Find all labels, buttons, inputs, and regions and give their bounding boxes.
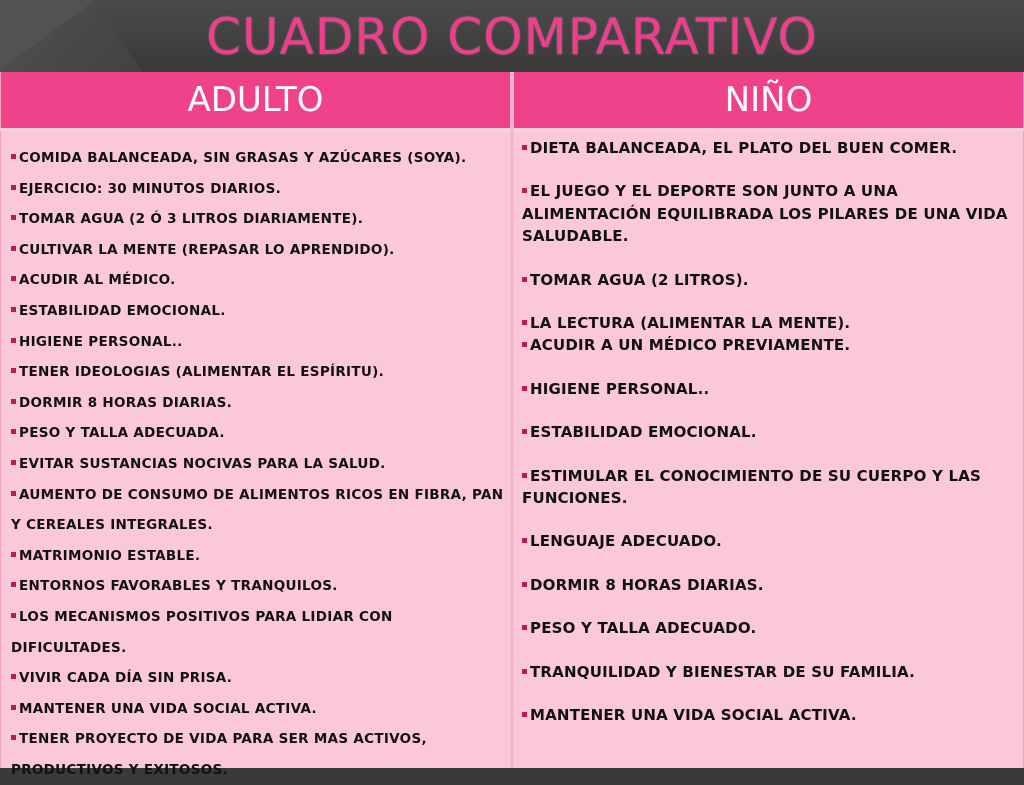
list-item-text: PESO Y TALLA ADECUADA. bbox=[19, 425, 225, 442]
bullet-icon bbox=[11, 399, 16, 404]
list-item bbox=[11, 694, 504, 725]
list-item bbox=[11, 418, 504, 449]
list-item-text: TOMAR AGUA (2 LITROS). bbox=[530, 270, 749, 289]
column-body-adult bbox=[1, 131, 510, 778]
bullet-icon bbox=[11, 246, 16, 251]
list-item bbox=[522, 421, 1017, 443]
bullet-icon bbox=[11, 276, 16, 281]
bullet-icon bbox=[11, 215, 16, 220]
list-item-text: ESTABILIDAD EMOCIONAL. bbox=[19, 302, 226, 319]
list-item bbox=[522, 704, 1017, 726]
bullet-icon bbox=[522, 669, 527, 674]
list-item-text: PESO Y TALLA ADECUADO. bbox=[530, 619, 757, 638]
bullet-icon bbox=[522, 277, 527, 282]
comparison-table bbox=[0, 72, 1024, 778]
list-item-text: LOS MECANISMOS POSITIVOS PARA LIDIAR CON DIFICULTADES. bbox=[11, 608, 393, 656]
slide-title: CUADRO COMPARATIVO bbox=[206, 8, 818, 66]
list-item-text: HIGIENE PERSONAL.. bbox=[530, 379, 710, 398]
list-item bbox=[11, 327, 504, 358]
bullet-icon bbox=[522, 538, 527, 543]
list-item-text: DORMIR 8 HORAS DIARIAS. bbox=[530, 575, 764, 594]
list-item bbox=[522, 312, 1017, 334]
list-item bbox=[11, 143, 504, 174]
list-item bbox=[11, 357, 504, 388]
list-item bbox=[11, 602, 504, 663]
list-item-text: LENGUAJE ADECUADO. bbox=[530, 532, 722, 551]
bullet-icon bbox=[11, 307, 16, 312]
list-item-text: EJERCICIO: 30 MINUTOS DIARIOS. bbox=[19, 180, 282, 197]
bullet-icon bbox=[522, 342, 527, 347]
list-item-text: COMIDA BALANCEADA, SIN GRASAS Y AZÚCARES (SOYA). bbox=[19, 150, 467, 166]
list-item bbox=[522, 465, 1017, 510]
list-item bbox=[11, 663, 504, 694]
bullet-icon bbox=[522, 145, 527, 150]
list-item bbox=[11, 235, 504, 266]
list-item bbox=[522, 574, 1017, 596]
column-header-child: NIÑO bbox=[514, 72, 1023, 128]
list-item-text: TRANQUILIDAD Y BIENESTAR DE SU FAMILIA. bbox=[530, 662, 916, 681]
list-item bbox=[11, 296, 504, 327]
list-item-text: ACUDIR A UN MÉDICO PREVIAMENTE. bbox=[530, 336, 851, 355]
list-item bbox=[522, 137, 1017, 159]
bullet-icon bbox=[522, 188, 527, 193]
list-item bbox=[11, 724, 504, 785]
list-item bbox=[522, 530, 1017, 552]
list-item-text: DORMIR 8 HORAS DIARIAS. bbox=[19, 394, 233, 411]
bullet-icon bbox=[522, 712, 527, 717]
list-item-text: ESTIMULAR EL CONOCIMIENTO DE SU CUERPO Y LAS FUNCIONES. bbox=[522, 466, 982, 508]
bullet-icon bbox=[522, 625, 527, 630]
list-item-text: MANTENER UNA VIDA SOCIAL ACTIVA. bbox=[19, 700, 317, 717]
list-item-text: TENER PROYECTO DE VIDA PARA SER MAS ACTIVOS, PRODUCTIVOS Y EXITOSOS. bbox=[11, 731, 427, 778]
list-item bbox=[11, 571, 504, 602]
list-item bbox=[11, 204, 504, 235]
list-item-text: ESTABILIDAD EMOCIONAL. bbox=[530, 423, 757, 442]
bullet-icon bbox=[522, 429, 527, 434]
bullet-icon bbox=[11, 460, 16, 465]
bullet-icon bbox=[11, 429, 16, 434]
bullet-icon bbox=[11, 735, 16, 740]
list-item-text: EVITAR SUSTANCIAS NOCIVAS PARA LA SALUD. bbox=[19, 455, 386, 472]
bullet-icon bbox=[11, 582, 16, 587]
adult-list bbox=[1, 131, 510, 785]
bullet-icon bbox=[11, 491, 16, 496]
slide-header bbox=[0, 0, 1024, 70]
list-item bbox=[522, 269, 1017, 291]
bullet-icon bbox=[11, 552, 16, 557]
bullet-icon bbox=[11, 338, 16, 343]
bullet-icon bbox=[11, 613, 16, 618]
list-item-text: VIVIR CADA DÍA SIN PRISA. bbox=[19, 670, 233, 687]
list-item-text: EL JUEGO Y EL DEPORTE SON JUNTO A UNA ALIMENTACIÓN EQUILIBRADA LOS PILARES DE UNA VIDA SALUDABLE. bbox=[522, 182, 1008, 246]
list-item bbox=[522, 180, 1017, 247]
list-item bbox=[522, 334, 1017, 356]
bullet-icon bbox=[522, 320, 527, 325]
list-item bbox=[11, 388, 504, 419]
list-item bbox=[522, 661, 1017, 683]
child-list bbox=[514, 131, 1023, 727]
list-item-text: TENER IDEOLOGIAS (ALIMENTAR EL ESPÍRITU). bbox=[19, 364, 385, 381]
bullet-icon bbox=[522, 386, 527, 391]
list-item-text: ENTORNOS FAVORABLES Y TRANQUILOS. bbox=[19, 578, 338, 595]
bullet-icon bbox=[522, 473, 527, 478]
column-body-child bbox=[514, 131, 1023, 768]
list-item-text: CULTIVAR LA MENTE (REPASAR LO APRENDIDO). bbox=[19, 241, 395, 258]
list-item-text: MATRIMONIO ESTABLE. bbox=[19, 547, 201, 564]
list-item-text: MANTENER UNA VIDA SOCIAL ACTIVA. bbox=[530, 706, 857, 725]
bullet-icon bbox=[11, 154, 16, 159]
bullet-icon bbox=[11, 674, 16, 679]
list-item-text: AUMENTO DE CONSUMO DE ALIMENTOS RICOS EN FIBRA, PAN Y CEREALES INTEGRALES. bbox=[11, 486, 504, 534]
list-item bbox=[11, 174, 504, 205]
list-item bbox=[522, 617, 1017, 639]
column-header-adult: ADULTO bbox=[1, 72, 510, 128]
list-item bbox=[11, 541, 504, 572]
bullet-icon bbox=[11, 185, 16, 190]
bullet-icon bbox=[522, 582, 527, 587]
list-item bbox=[11, 449, 504, 480]
bullet-icon bbox=[11, 705, 16, 710]
list-item-text: HIGIENE PERSONAL.. bbox=[19, 333, 183, 350]
list-item bbox=[11, 480, 504, 541]
list-item-text: ACUDIR AL MÉDICO. bbox=[19, 272, 176, 289]
list-item-text: LA LECTURA (ALIMENTAR LA MENTE). bbox=[530, 314, 851, 333]
bullet-icon bbox=[11, 368, 16, 373]
list-item-text: TOMAR AGUA (2 Ó 3 LITROS DIARIAMENTE). bbox=[19, 211, 364, 228]
list-item-text: DIETA BALANCEADA, EL PLATO DEL BUEN COMER. bbox=[530, 139, 958, 157]
list-item bbox=[522, 378, 1017, 400]
list-item bbox=[11, 265, 504, 296]
